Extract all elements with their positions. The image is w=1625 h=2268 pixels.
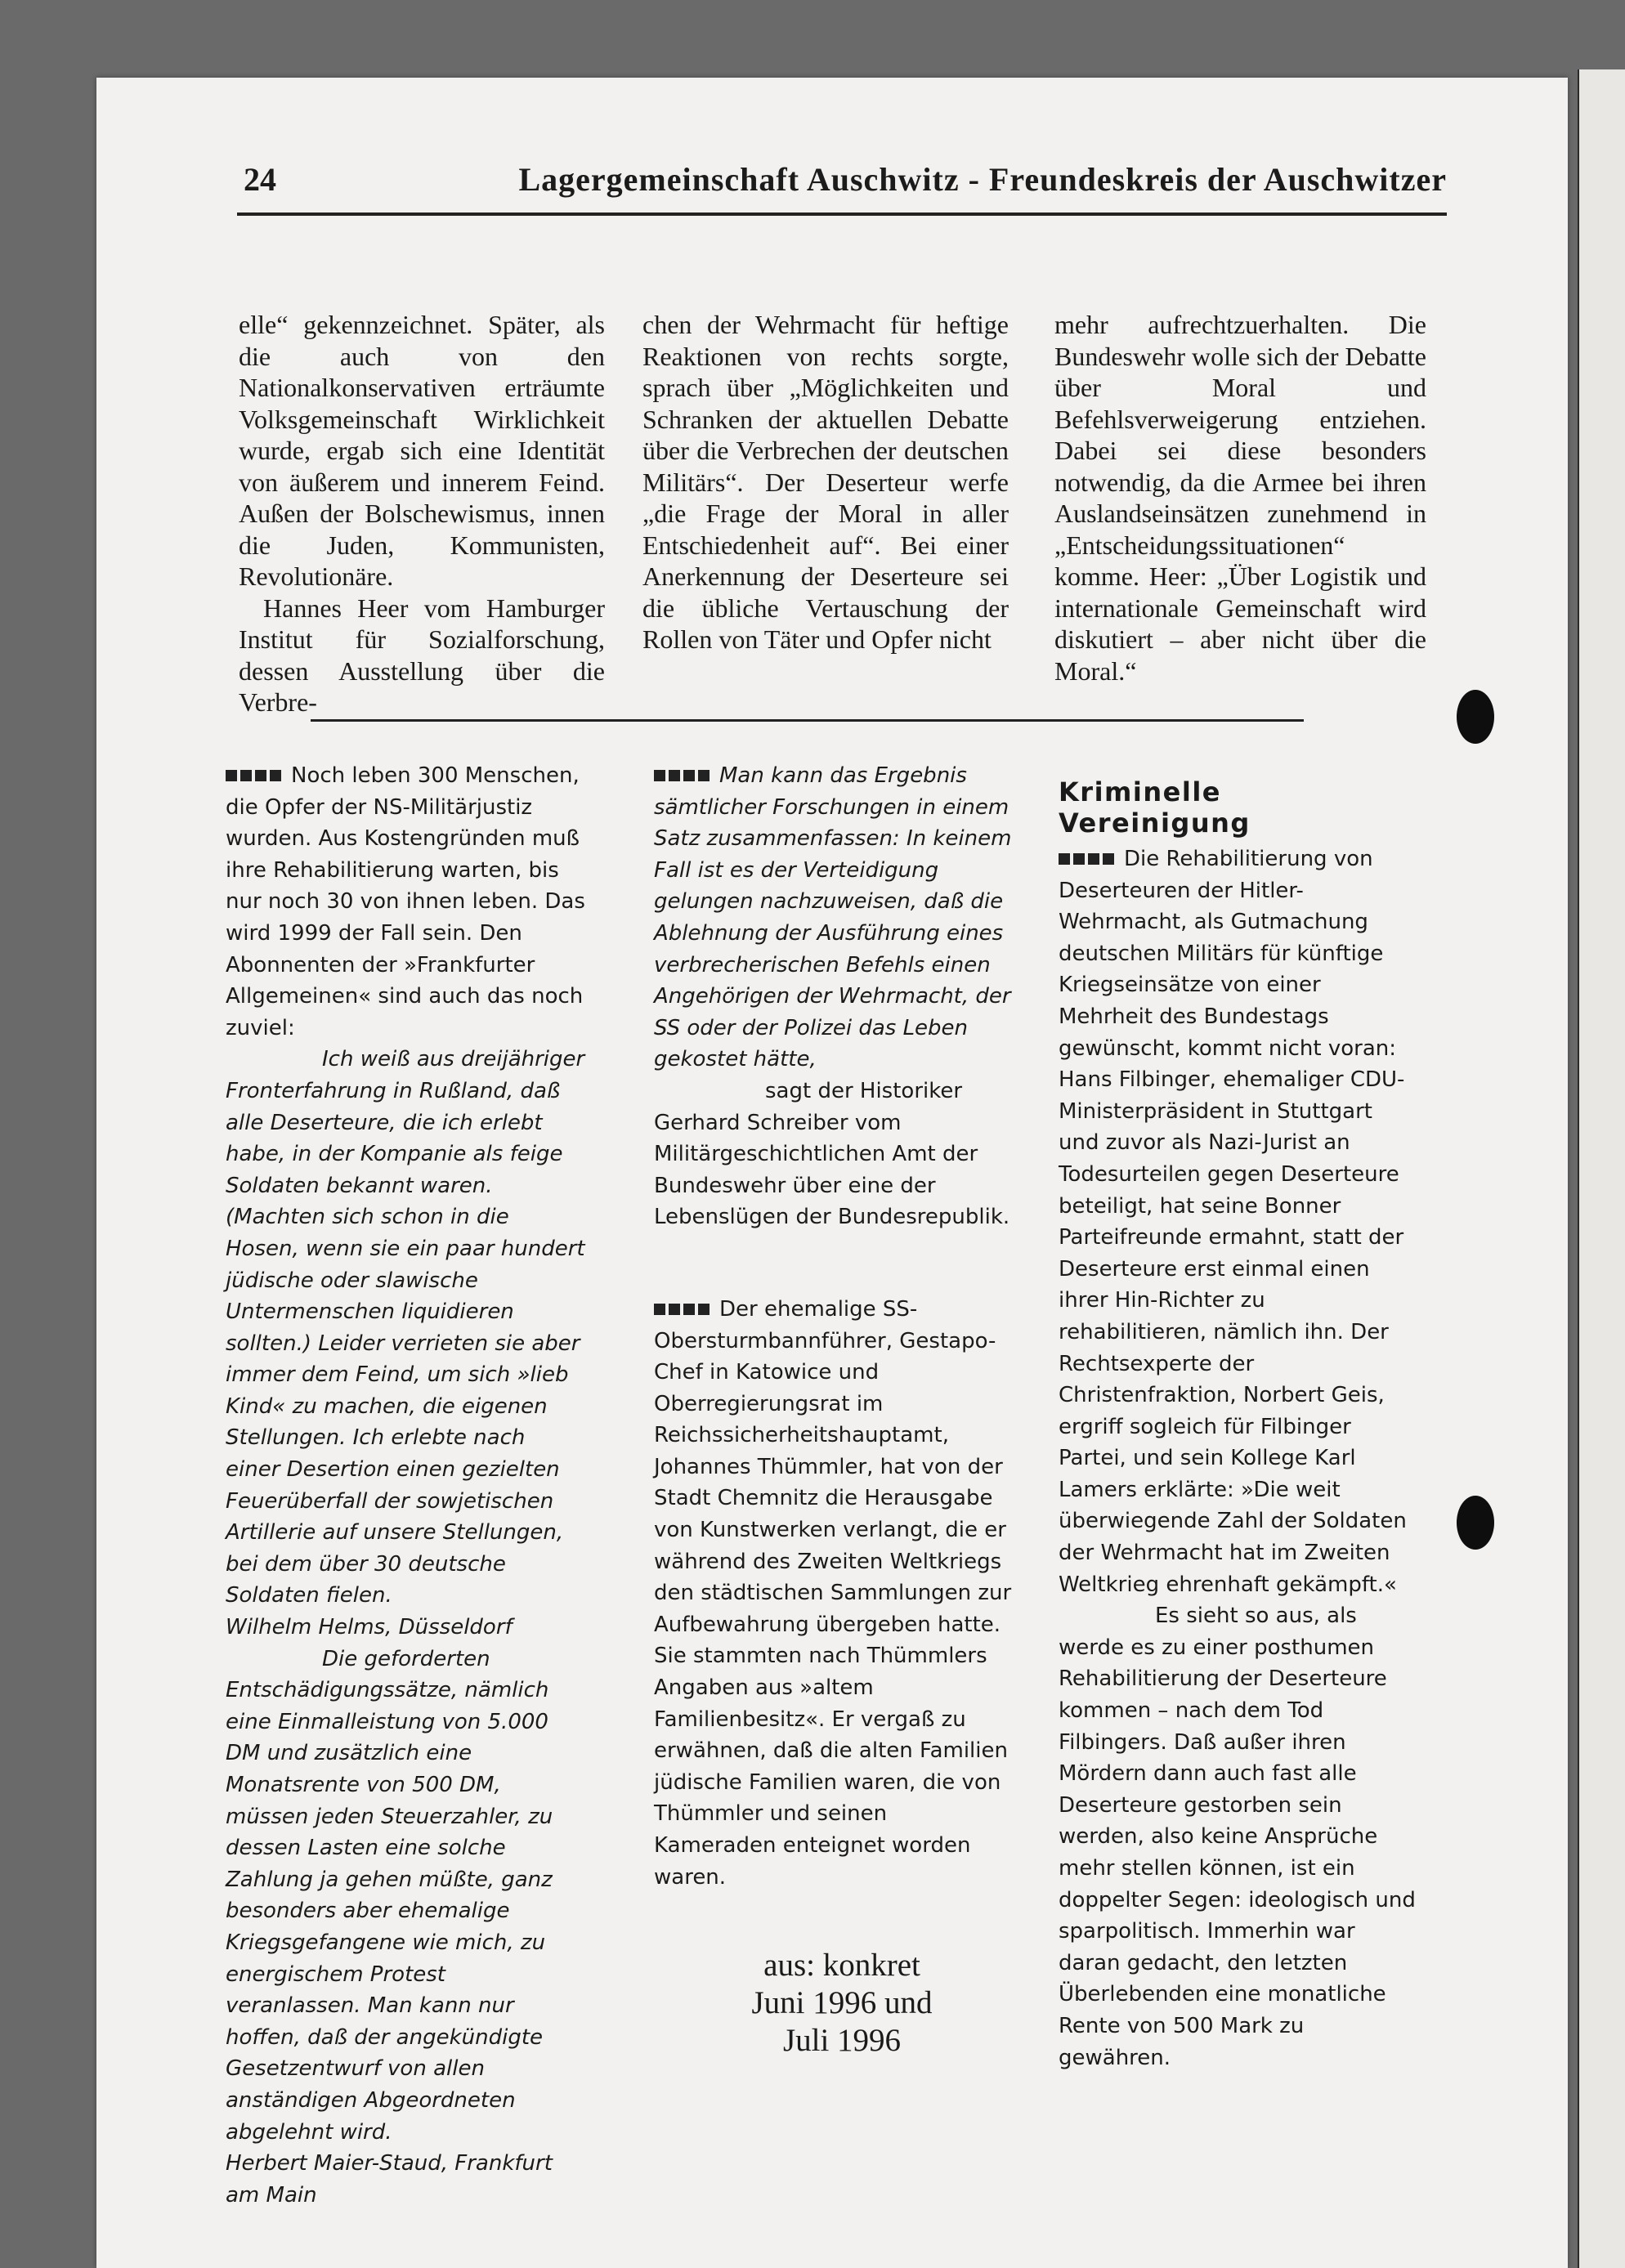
- bottom-column-3: [1059, 776, 1418, 2073]
- section-divider: [311, 719, 1304, 722]
- next-page-edge: [1578, 69, 1625, 2268]
- quote-text: Man kann das Ergebnis sämtlicher Forschungen in einem Satz zusammenfassen: In keinem Fall ist es der Verteidigung gelungen nachzuweisen, daß die Ablehnung der Ausführung eines verbrecherischen Befehls einen Angehörigen der Wehrmacht, der SS oder der Polizei das Leben gekostet hätte,: [654, 763, 1012, 1072]
- bottom-column-2: [654, 760, 1014, 1893]
- bottom-column-1: [226, 760, 585, 2211]
- reader-letter-1: Ich weiß aus dreijähriger Fronterfahrung in Rußland, daß alle Deserteure, die ich erlebt habe, in der Kompanie als feige Soldaten bekannt waren. (Machten sich schon in die Hosen, wenn sie ein paar hundert jüdische oder slawische Untermenschen liquidieren sollten.) Leider verrieten sie aber immer dem Feind, um sich »lieb Kind« zu machen, die eigenen Stellungen. Ich erlebte nach einer Desertion einen gezielten Feuerüberfall der sowjetischen Artillerie auf unsere Stellungen, bei dem über 30 deutsche Soldaten fielen.: [226, 1047, 585, 1608]
- header-rule: [237, 212, 1447, 216]
- article-paragraph-2: Es sieht so aus, als werde es zu einer posthumen Rehabilitierung der Deserteure kommen – nach dem Tod Filbingers. Daß außer ihren Mördern dann auch fast alle Deserteure gestorben sein werden, also keine Ansprüche mehr stellen können, ist ein doppelter Segen: ideologisch und sparpolitisch. Immerhin war daran gedacht, den letzten Überlebenden eine monatliche Rente von 500 Mark zu gewähren.: [1059, 1604, 1416, 2070]
- letter-1-signature: Wilhelm Helms, Düsseldorf: [226, 1615, 513, 1640]
- bullet-squares-icon: [654, 1297, 713, 1322]
- punch-hole-upper: [1457, 690, 1494, 744]
- item-intro: [226, 760, 585, 1044]
- top-column-3: [1054, 309, 1426, 687]
- article-paragraph-1-text: Die Rehabilitierung von Deserteuren der Hitler-Wehrmacht, als Gutmachung deutschen Militärs für künftige Kriegseinsätze von einer Mehrheit des Bundestags gewünscht, kommt nicht voran: Hans Filbinger, ehemaliger CDU-Ministerpräsident in Stuttgart und zuvor als Nazi-Jurist an Todesurteilen gegen Deserteure beteiligt, hat seine Bonner Parteifreunde ermahnt, statt der Deserteure erst einmal einen ihrer Hin-Richter zu rehabilitieren, nämlich ihn. Der Rechtsexperte der Christenfraktion, Norbert Geis, ergriff sogleich für Filbinger Partei, und sein Kollege Karl Lamers erklärte: »Die weit überwiegende Zahl der Soldaten der Wehrmacht hat im Zweiten Weltkrieg ehrenhaft gekämpft.«: [1059, 847, 1407, 1597]
- source-line-1: aus: konkret: [763, 1948, 920, 1983]
- quote-item: [654, 760, 1014, 1076]
- letter-2-signature: Herbert Maier-Staud, Frankfurt am Main: [226, 2151, 553, 2208]
- top-col3-paragraph: mehr aufrechtzuerhalten. Die Bundeswehr wolle sich der Debatte über Moral und Befehlsverweigerung entziehen. Dabei sei diese besonders notwendig, da die Armee bei ihren Auslandseinsätzen zunehmend in „Entscheidungssituationen“ komme. Heer: „Über Logistik und internationale Gemeinschaft wird diskutiert – aber nicht über die Moral.“: [1054, 310, 1426, 686]
- bullet-squares-icon: [654, 763, 713, 788]
- top-column-1: [239, 309, 605, 718]
- page-number: 24: [244, 161, 276, 198]
- source-credit: [695, 1947, 989, 2060]
- bullet-squares-icon: [1059, 847, 1117, 871]
- bullet-squares-icon: [226, 763, 284, 788]
- header-title: Lagergemeinschaft Auschwitz - Freundeskreis der Auschwitzer: [518, 161, 1447, 198]
- item-intro-text: Noch leben 300 Menschen, die Opfer der NS-Militärjustiz wurden. Aus Kostengründen muß ihre Rehabilitierung warten, bis nur noch 30 von ihnen leben. Das wird 1999 der Fall sein. Den Abonnenten der »Frankfurter Allgemeinen« sind auch das noch zuviel:: [226, 763, 585, 1040]
- item-thuemmler: [654, 1294, 1014, 1893]
- top-col1-paragraph-2: Hannes Heer vom Hamburger Institut für Sozialforschung, dessen Ausstellung über die Verbre-: [239, 593, 605, 717]
- source-line-2: Juni 1996 und: [751, 1985, 933, 2020]
- top-col2-paragraph: chen der Wehrmacht für heftige Reaktionen von rechts sorgte, sprach über „Möglichkeiten und Schranken der aktuellen Debatte über die Verbrechen der deutschen Militärs“. Der Deserteur werfe „die Frage der Moral in aller Entschiedenheit auf“. Bei einer Anerkennung der Deserteure sei die übliche Vertauschung der Rollen von Täter und Opfer nicht: [642, 310, 1009, 654]
- punch-hole-lower: [1457, 1496, 1494, 1550]
- page-header: [237, 160, 1447, 209]
- article-paragraph-1: [1059, 843, 1418, 1600]
- quote-attribution: sagt der Historiker Gerhard Schreiber vom Militärgeschichtlichen Amt der Bundeswehr über eine der Lebenslügen der Bundesrepublik.: [654, 1078, 1010, 1230]
- source-line-3: Juli 1996: [782, 2023, 902, 2058]
- top-col1-paragraph: elle“ gekennzeichnet. Später, als die auch von den Nationalkonservativen erträumte Volksgemeinschaft Wirklichkeit wurde, ergab sich eine Identität von äußerem und innerem Feind. Außen der Bolschewismus, innen die Juden, Kommunisten, Revolutionäre.: [239, 310, 605, 591]
- top-column-2: [642, 309, 1009, 655]
- article-heading: Kriminelle Vereinigung: [1059, 776, 1251, 839]
- reader-letter-2: Die geforderten Entschädigungssätze, nämlich eine Einmalleistung von 5.000 DM und zusätzlich eine Monatsrente von 500 DM, müssen jeden Steuerzahler, zu dessen Lasten eine solche Zahlung ja gehen müßte, ganz besonders aber ehemalige Kriegsgefangene wie mich, zu energischem Protest veranlassen. Man kann nur hoffen, daß der angekündigte Gesetzentwurf von allen anständigen Abgeordneten abgelehnt wird.: [226, 1646, 553, 2145]
- item-thuemmler-text: Der ehemalige SS-Obersturmbannführer, Gestapo-Chef in Katowice und Oberregierungsrat im Reichssicherheitshauptamt, Johannes Thümmler, hat von der Stadt Chemnitz die Herausgabe von Kunstwerken verlangt, die er während des Zweiten Weltkriegs den städtischen Sammlungen zur Aufbewahrung übergeben hatte. Sie stammten nach Thümmlers Angaben aus »altem Familienbesitz«. Er vergaß zu erwähnen, daß die alten Familien jüdische Familien waren, die von Thümmler und seinen Kameraden enteignet worden waren.: [654, 1296, 1012, 1890]
